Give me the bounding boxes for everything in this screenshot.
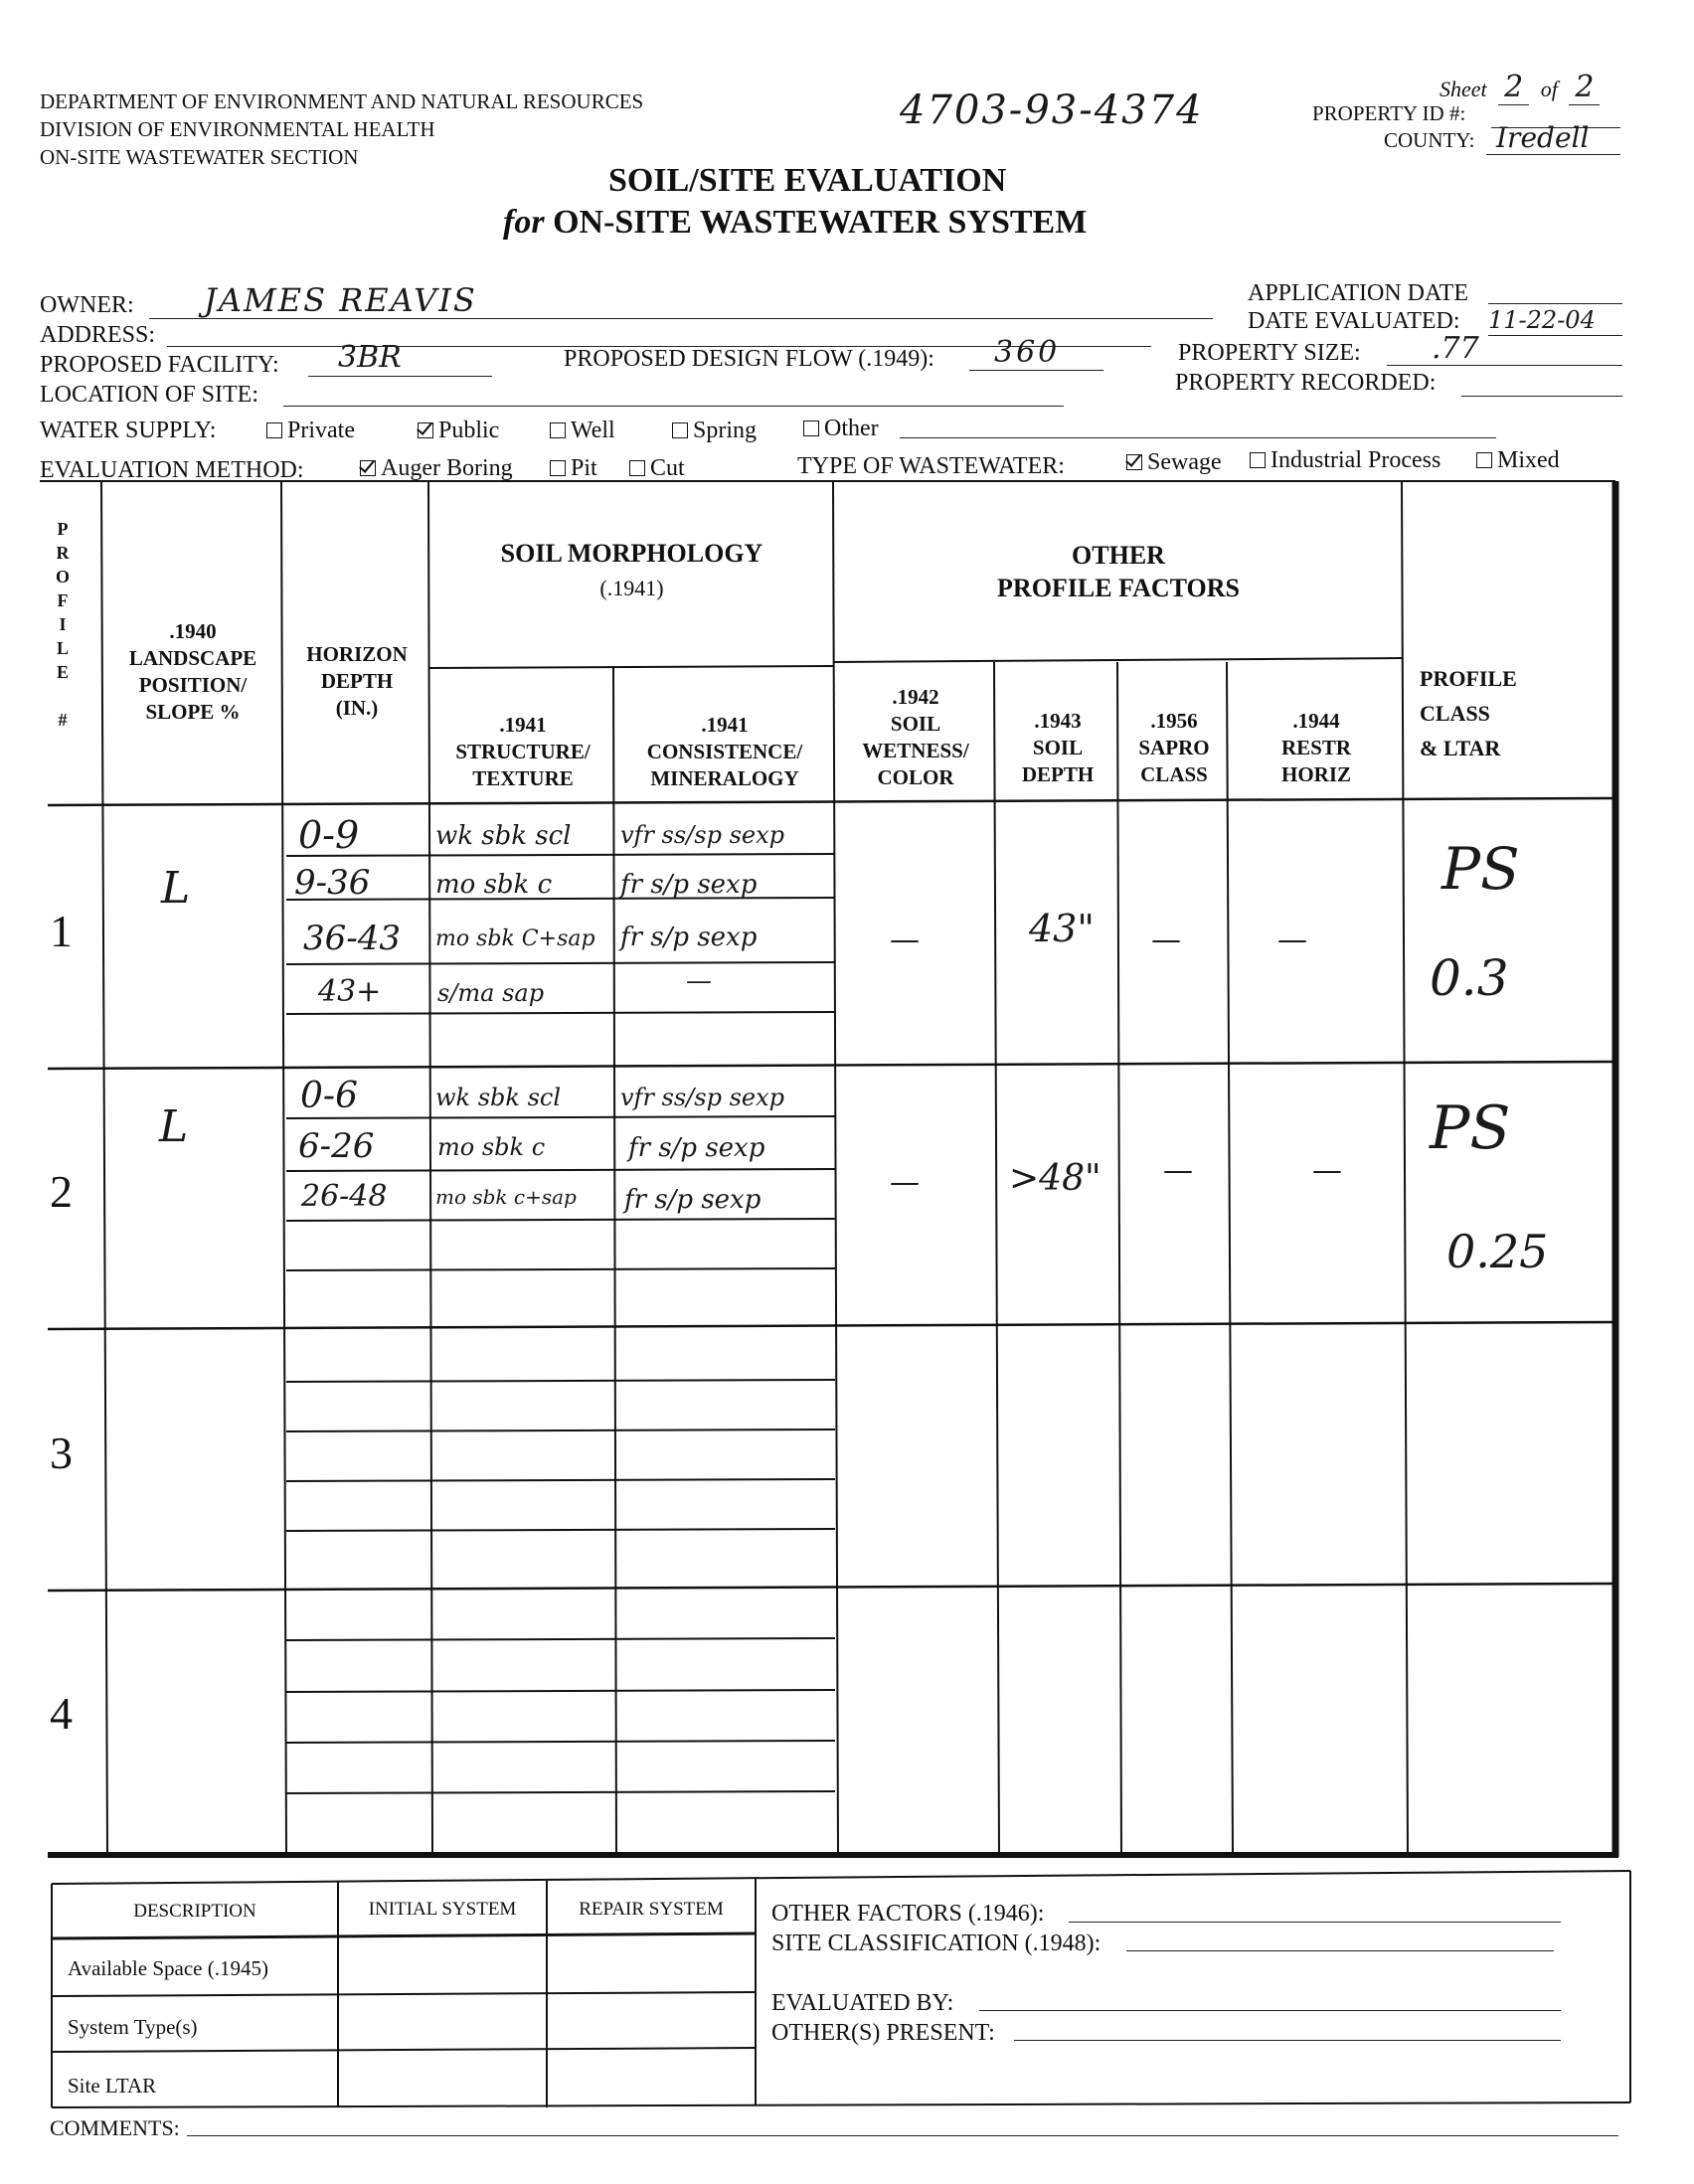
water-private-option[interactable]: Private xyxy=(266,418,355,444)
profile-2-h1-depth: 0-6 xyxy=(300,1076,358,1116)
profile-2-wetness: — xyxy=(890,1165,920,1200)
profile-2-h3-structure: mo sbk c+sap xyxy=(435,1185,577,1209)
design-flow-value: 360 xyxy=(994,335,1061,370)
profile-1-h1-depth: 0-9 xyxy=(298,813,360,857)
profile-1-class: PS xyxy=(1441,835,1520,903)
wastewater-sewage-option[interactable]: Sewage xyxy=(1126,449,1222,476)
other-factors-label: OTHER FACTORS (.1946): xyxy=(771,1901,1045,1927)
profile-2-restr: — xyxy=(1312,1153,1342,1188)
sheet-label: Sheet xyxy=(1440,77,1487,101)
evaluation-method-label: EVALUATION METHOD: xyxy=(40,457,304,483)
profile-2-h3-depth: 26-48 xyxy=(301,1179,388,1214)
profile-1-h2-consistence: fr s/p sexp xyxy=(620,870,758,900)
comments-label: COMMENTS: xyxy=(50,2115,180,2140)
profile-1-h1-structure: wk sbk scl xyxy=(435,821,572,851)
header-structure-texture: .1941 STRUCTURE/ TEXTURE xyxy=(455,713,591,790)
profile-1-landscape: L xyxy=(161,863,191,914)
profile-2-soil-depth: >48" xyxy=(1009,1158,1101,1199)
profile-2-h1-consistence: vfr ss/sp sexp xyxy=(620,1084,784,1111)
profile-1-wetness: — xyxy=(890,923,920,957)
property-size-value: .77 xyxy=(1432,331,1479,366)
profile-2-h2-consistence: fr s/p sexp xyxy=(628,1133,765,1163)
title-main: ON-SITE WASTEWATER SYSTEM xyxy=(553,204,1088,241)
parcel-number: 4703-93-4374 xyxy=(900,87,1204,133)
profile-2-h1-structure: wk sbk scl xyxy=(435,1084,561,1111)
wastewater-mixed-option[interactable]: Mixed xyxy=(1476,447,1560,474)
method-cut-option[interactable]: Cut xyxy=(629,455,685,482)
profile-2-landscape: L xyxy=(159,1101,189,1152)
profile-2-ltar: 0.25 xyxy=(1446,1225,1549,1278)
method-pit-option[interactable]: Pit xyxy=(550,455,597,482)
profile-2-h2-depth: 6-26 xyxy=(298,1126,375,1166)
header-soil-depth: .1943 SOIL DEPTH xyxy=(1021,709,1095,786)
profile-1-sapro: — xyxy=(1151,923,1181,957)
water-well-option[interactable]: Well xyxy=(550,418,615,444)
profile-1-h3-depth: 36-43 xyxy=(303,919,402,958)
others-present-line[interactable] xyxy=(1014,2040,1561,2041)
application-date-label: APPLICATION DATE xyxy=(1248,280,1468,306)
evaluated-by-line[interactable] xyxy=(979,2010,1561,2011)
profile-number-1: 1 xyxy=(50,906,73,956)
header-profile-class: PROFILE CLASS & LTAR xyxy=(1420,666,1517,760)
property-id-label: PROPERTY ID #: xyxy=(1312,101,1466,125)
header-restr-horiz: .1944 RESTR HORIZ xyxy=(1280,709,1352,786)
wastewater-type-label: TYPE OF WASTEWATER: xyxy=(797,453,1065,479)
profile-2-sapro: — xyxy=(1163,1153,1193,1188)
profile-1-h3-consistence: fr s/p sexp xyxy=(620,923,758,952)
facility-value: 3BR xyxy=(338,340,402,375)
header-landscape: .1940 LANDSCAPE POSITION/ SLOPE % xyxy=(128,619,257,724)
property-recorded-label: PROPERTY RECORDED: xyxy=(1175,370,1437,396)
water-public-option[interactable]: Public xyxy=(418,418,499,444)
owner-value: JAMES REAVIS xyxy=(204,281,477,319)
profile-2-h2-structure: mo sbk c xyxy=(437,1133,546,1161)
profile-1-h3-structure: mo sbk C+sap xyxy=(435,926,595,951)
owner-label: OWNER: xyxy=(40,292,134,318)
header-soil-morphology: SOIL MORPHOLOGY xyxy=(500,539,763,568)
agency-line-2: DIVISION OF ENVIRONMENTAL HEALTH xyxy=(40,117,435,141)
agency-line-1: DEPARTMENT OF ENVIRONMENT AND NATURAL RESOURCES xyxy=(40,89,644,113)
date-evaluated-label: DATE EVALUATED: xyxy=(1248,308,1460,334)
comments-line[interactable] xyxy=(187,2135,1618,2136)
summary-header-initial: INITIAL SYSTEM xyxy=(368,1899,517,1920)
county-label: COUNTY: xyxy=(1384,128,1475,152)
address-label: ADDRESS: xyxy=(40,322,156,348)
facility-label: PROPOSED FACILITY: xyxy=(40,352,279,378)
profile-number-2: 2 xyxy=(50,1166,73,1217)
method-auger-option[interactable]: Auger Boring xyxy=(360,455,513,482)
summary-row-site-ltar: Site LTAR xyxy=(68,2074,157,2098)
header-consistence: .1941 CONSISTENCE/ MINERALOGY xyxy=(646,713,803,790)
water-supply-label: WATER SUPPLY: xyxy=(40,418,217,443)
summary-row-system-type: System Type(s) xyxy=(68,2015,198,2039)
profile-1-h4-depth: 43+ xyxy=(318,974,382,1009)
profile-number-3: 3 xyxy=(50,1428,73,1478)
design-flow-label: PROPOSED DESIGN FLOW (.1949): xyxy=(564,346,934,372)
location-label: LOCATION OF SITE: xyxy=(40,382,258,408)
water-spring-option[interactable]: Spring xyxy=(672,418,757,444)
profile-1-restr: — xyxy=(1277,923,1307,957)
profile-1-h2-depth: 9-36 xyxy=(294,863,371,903)
agency-line-3: ON-SITE WASTEWATER SECTION xyxy=(40,145,359,169)
summary-header-repair: REPAIR SYSTEM xyxy=(579,1899,724,1920)
sheet-current: 2 xyxy=(1498,70,1529,105)
summary-row-available-space: Available Space (.1945) xyxy=(68,1956,268,1980)
header-soil-wetness: .1942 SOIL WETNESS/ COLOR xyxy=(862,685,969,789)
profile-1-h4-structure: s/ma sap xyxy=(437,979,545,1007)
profile-number-4: 4 xyxy=(50,1688,73,1739)
header-other-factors: OTHER PROFILE FACTORS xyxy=(997,541,1240,602)
profile-1-h4-consistence: — xyxy=(686,966,712,996)
sheet-of-label: of xyxy=(1540,77,1558,101)
profile-1-ltar: 0.3 xyxy=(1430,949,1509,1007)
profile-1-h1-consistence: vfr ss/sp sexp xyxy=(620,821,784,849)
water-other-option[interactable]: Other xyxy=(803,416,879,442)
header-horizon-depth: HORIZON DEPTH (IN.) xyxy=(306,642,408,720)
profile-1-h2-structure: mo sbk c xyxy=(435,870,553,900)
wastewater-industrial-option[interactable]: Industrial Process xyxy=(1250,447,1440,474)
evaluated-by-label: EVALUATED BY: xyxy=(771,1990,954,2016)
date-evaluated-value: 11-22-04 xyxy=(1488,306,1596,334)
header-soil-morphology-code: (.1941) xyxy=(599,576,664,600)
other-factors-line[interactable] xyxy=(1069,1922,1561,1923)
profile-2-class: PS xyxy=(1430,1093,1511,1163)
property-size-label: PROPERTY SIZE: xyxy=(1178,340,1361,366)
site-classification-line[interactable] xyxy=(1126,1950,1554,1951)
header-sapro-class: .1956 SAPRO CLASS xyxy=(1138,709,1210,786)
site-classification-label: SITE CLASSIFICATION (.1948): xyxy=(771,1931,1101,1956)
profile-2-h3-consistence: fr s/p sexp xyxy=(624,1185,762,1215)
county-value: Iredell xyxy=(1496,121,1590,154)
summary-header-description: DESCRIPTION xyxy=(133,1901,256,1922)
title-prefix: for xyxy=(503,204,545,241)
others-present-label: OTHER(S) PRESENT: xyxy=(771,2020,995,2046)
title-line-1: SOIL/SITE EVALUATION xyxy=(608,162,1007,199)
profile-1-soil-depth: 43" xyxy=(1029,907,1095,950)
sheet-total: 2 xyxy=(1569,70,1600,105)
header-profile-number: P R O F I L E # xyxy=(55,519,70,730)
